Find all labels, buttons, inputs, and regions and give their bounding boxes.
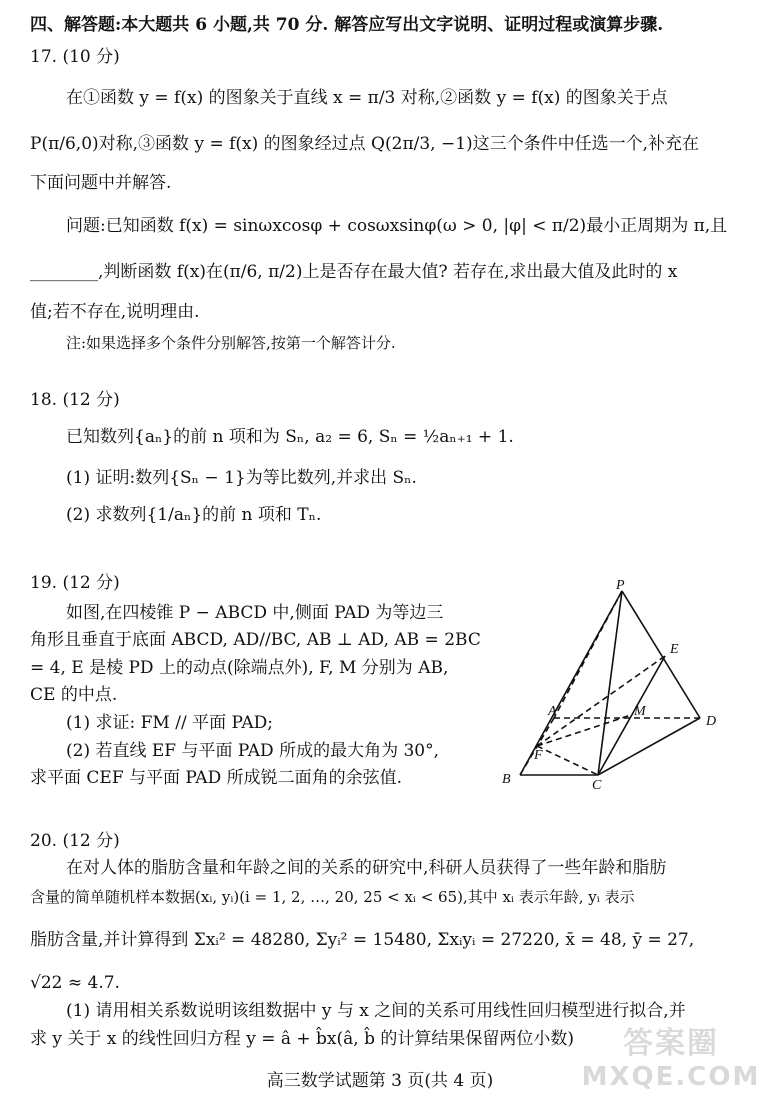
q19-line-7: 求平面 CEF 与平面 PAD 所成锐二面角的余弦值. <box>30 768 403 788</box>
q20-line-4: √22 ≈ 4.7. <box>30 973 120 993</box>
q18-title: 18. (12 分) <box>30 390 120 410</box>
q17-line-4: 问题:已知函数 f(x) = sinωxcosφ + cosωxsinφ(ω > 0, |φ| < π/2)最小正周期为 π,且 <box>66 216 728 236</box>
watermark-line-2: MXQE.COM <box>581 1062 760 1092</box>
edge-PD <box>622 591 700 718</box>
watermark-line-1: 答案圈 <box>623 1026 719 1061</box>
q18-line-1: 已知数列{aₙ}的前 n 项和为 Sₙ, a₂ = 6, Sₙ = ½aₙ₊₁ + 1. <box>66 427 514 447</box>
q20-line-1: 在对人体的脂肪含量和年龄之间的关系的研究中,科研人员获得了一些年龄和脂肪 <box>66 858 667 878</box>
q18-line-3: (2) 求数列{1/aₙ}的前 n 项和 Tₙ. <box>66 505 322 525</box>
q19-line-3: = 4, E 是棱 PD 上的动点(除端点外), F, M 分别为 AB, <box>30 658 449 678</box>
watermark <box>581 1015 760 1095</box>
edge-FE <box>537 656 665 746</box>
q19-line-1: 如图,在四棱锥 P − ABCD 中,侧面 PAD 为等边三 <box>66 603 444 623</box>
label-D: D <box>706 714 717 729</box>
q19-line-5: (1) 求证: FM // 平面 PAD; <box>66 713 273 733</box>
label-M: M <box>634 704 646 719</box>
page-footer: 高三数学试题第 3 页(共 4 页) <box>266 1071 494 1091</box>
label-C: C <box>592 778 602 793</box>
q17-line-6: 值;若不存在,说明理由. <box>30 302 200 322</box>
q19-line-2: 角形且垂直于底面 ABCD, AD//BC, AB ⊥ AD, AB = 2BC <box>30 630 481 650</box>
q20-line-3: 脂肪含量,并计算得到 Σxᵢ² = 48280, Σyᵢ² = 15480, Σxᵢyᵢ = 27220, x̄ = 48, ȳ = 27, <box>30 930 695 950</box>
q17-title: 17. (10 分) <box>30 47 120 67</box>
label-F: F <box>534 748 543 763</box>
q20-line-2: 含量的简单随机样本数据(xᵢ, yᵢ)(i = 1, 2, …, 20, 25 < xᵢ < 65),其中 xᵢ 表示年龄, yᵢ 表示 <box>30 888 635 906</box>
q18-line-2: (1) 证明:数列{Sₙ − 1}为等比数列,并求出 Sₙ. <box>66 468 417 488</box>
edge-FC <box>537 746 598 775</box>
q19-line-6: (2) 若直线 EF 与平面 PAD 所成的最大角为 30°, <box>66 741 440 761</box>
q19-title: 19. (12 分) <box>30 573 120 593</box>
label-A: A <box>548 704 557 719</box>
q17-line-5: ________,判断函数 f(x)在(π/6, π/2)上是否存在最大值? 若存在,求出最大值及此时的 x <box>30 262 678 282</box>
q19-line-4: CE 的中点. <box>30 685 118 705</box>
label-B: B <box>502 772 511 787</box>
label-P: P <box>616 578 625 593</box>
q17-line-1: 在①函数 y = f(x) 的图象关于直线 x = π/3 对称,②函数 y = f(x) 的图象关于点 <box>66 88 668 108</box>
q17-line-3: 下面问题中并解答. <box>30 173 172 193</box>
edge-PA <box>554 591 622 718</box>
edge-PC <box>598 591 622 775</box>
q20-line-6: 求 y 关于 x 的线性回归方程 y = â + b̂x(â, b̂ 的计算结果保留两位小数) <box>30 1029 575 1049</box>
q17-note: 注:如果选择多个条件分别解答,按第一个解答计分. <box>66 334 396 352</box>
q17-line-2: P(π/6,0)对称,③函数 y = f(x) 的图象经过点 Q(2π/3, −1)这三个条件中任选一个,补充在 <box>30 134 700 154</box>
q20-title: 20. (12 分) <box>30 831 120 851</box>
q20-line-5: (1) 请用相关系数说明该组数据中 y 与 x 之间的关系可用线性回归模型进行拟合,并 <box>66 1001 686 1021</box>
section-header: 四、解答题:本大题共 6 小题,共 70 分. 解答应写出文字说明、证明过程或演算步骤. <box>30 15 664 35</box>
pyramid-figure <box>490 575 730 795</box>
label-E: E <box>670 642 679 657</box>
